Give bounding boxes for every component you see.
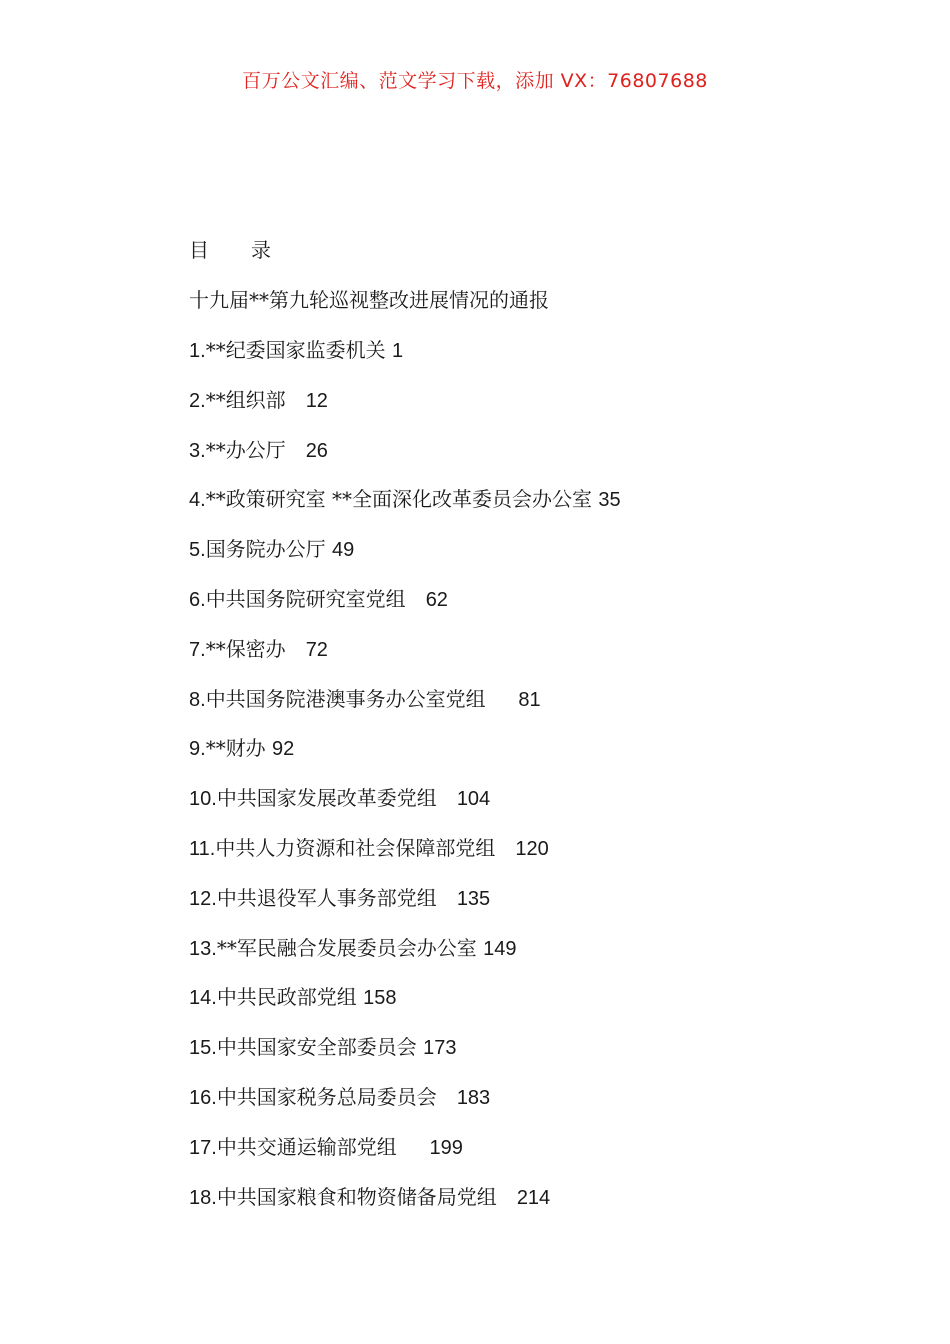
- toc-item-page: 81: [518, 688, 541, 711]
- toc-item[interactable]: [189, 581, 889, 631]
- toc-heading: [189, 232, 889, 282]
- toc-item-number: 15.: [189, 1037, 217, 1060]
- toc-item-number: 10.: [189, 788, 217, 811]
- toc-item-title: 中共国家安全部委员会: [216, 1035, 424, 1060]
- toc-item-title: 中共国务院港澳事务办公室党组: [205, 686, 519, 711]
- toc-item-title: **纪委国家监委机关: [205, 338, 393, 362]
- toc-item-page: 35: [598, 489, 621, 512]
- toc-item[interactable]: [189, 481, 889, 531]
- toc-item-number: 14.: [189, 987, 217, 1010]
- toc-item-number: 12.: [189, 887, 217, 910]
- toc-item-page: 62: [425, 588, 448, 611]
- toc-item-page: 173: [423, 1037, 457, 1060]
- toc-item-title: **保密办: [205, 636, 306, 661]
- toc-item-page: 49: [332, 539, 355, 562]
- toc-item[interactable]: [189, 382, 889, 432]
- toc-item[interactable]: [189, 631, 889, 681]
- toc-item-page: 120: [515, 837, 549, 860]
- toc-item-number: 7.: [189, 638, 206, 661]
- toc-item-page: 1: [392, 340, 404, 362]
- toc-item[interactable]: [189, 1129, 889, 1179]
- toc-item-number: 2.: [189, 389, 206, 412]
- toc-item-title: 中共国家税务总局委员会: [216, 1084, 457, 1109]
- toc-item-number: 4.: [189, 489, 206, 512]
- toc-item-number: 18.: [189, 1186, 217, 1209]
- header-watermark-note: 百万公文汇编、范文学习下载，添加 VX：76807688: [242, 70, 708, 92]
- toc-item-number: 13.: [189, 937, 217, 960]
- toc-item-number: 5.: [189, 539, 206, 562]
- toc-item[interactable]: [189, 332, 889, 382]
- toc-item-title: **组织部: [205, 387, 306, 412]
- toc-item-title: **财办: [205, 736, 273, 761]
- toc-item-page: 12: [305, 389, 328, 412]
- toc-item-page: 104: [456, 788, 491, 811]
- toc-item-title: **军民融合发展委员会办公室: [216, 935, 484, 960]
- toc-item-number: 1.: [189, 340, 206, 362]
- toc-item-title: 中共人力资源和社会保障部党组: [215, 835, 516, 860]
- toc-item-number: 8.: [189, 688, 206, 711]
- toc-item-page: 135: [456, 887, 491, 910]
- toc-item-number: 3.: [189, 439, 206, 462]
- toc-item-title: 中共退役军人事务部党组: [216, 885, 457, 910]
- toc-item[interactable]: [189, 880, 889, 930]
- toc-item-page: 199: [429, 1136, 463, 1159]
- toc-item[interactable]: [189, 830, 889, 880]
- toc-item-number: 11.: [189, 837, 216, 860]
- toc-item[interactable]: [189, 1179, 889, 1229]
- toc-item[interactable]: [189, 1029, 889, 1079]
- toc-heading-left: 目: [189, 238, 209, 262]
- toc-item-number: 17.: [189, 1136, 217, 1159]
- toc-item-page: 158: [363, 987, 397, 1010]
- toc-item-title: 中共民政部党组: [216, 985, 364, 1010]
- toc-item-title: 国务院办公厅: [205, 537, 333, 562]
- toc-heading-right: 录: [251, 238, 271, 262]
- toc-item-title: 中共国家粮食和物资储备局党组: [216, 1184, 517, 1209]
- toc-list: [189, 332, 889, 1228]
- toc-item[interactable]: [189, 681, 889, 731]
- toc-item[interactable]: [189, 432, 889, 482]
- toc-item-page: 214: [516, 1186, 551, 1209]
- toc-subtitle: 十九届**第九轮巡视整改进展情况的通报: [189, 288, 549, 312]
- toc-item-page: 183: [456, 1086, 491, 1109]
- toc-item[interactable]: [189, 930, 889, 980]
- table-of-contents: [189, 232, 889, 1228]
- toc-item-page: 72: [305, 638, 328, 661]
- toc-item[interactable]: [189, 730, 889, 780]
- toc-item-title: 中共交通运输部党组: [216, 1134, 430, 1159]
- toc-item-page: 26: [305, 439, 328, 462]
- toc-item-page: 92: [272, 738, 295, 761]
- toc-item-title: 中共国家发展改革委党组: [216, 786, 457, 811]
- toc-item[interactable]: [189, 531, 889, 581]
- toc-item-page: 149: [483, 937, 517, 960]
- toc-item[interactable]: [189, 780, 889, 830]
- toc-item-title: 中共国务院研究室党组: [205, 586, 426, 611]
- toc-item-number: 6.: [189, 588, 206, 611]
- toc-item[interactable]: [189, 1079, 889, 1129]
- toc-item[interactable]: [189, 979, 889, 1029]
- toc-item-title: **办公厅: [205, 437, 306, 462]
- toc-item-number: 9.: [189, 738, 206, 761]
- toc-item-title: **政策研究室 **全面深化改革委员会办公室: [205, 487, 599, 512]
- toc-item-number: 16.: [189, 1086, 217, 1109]
